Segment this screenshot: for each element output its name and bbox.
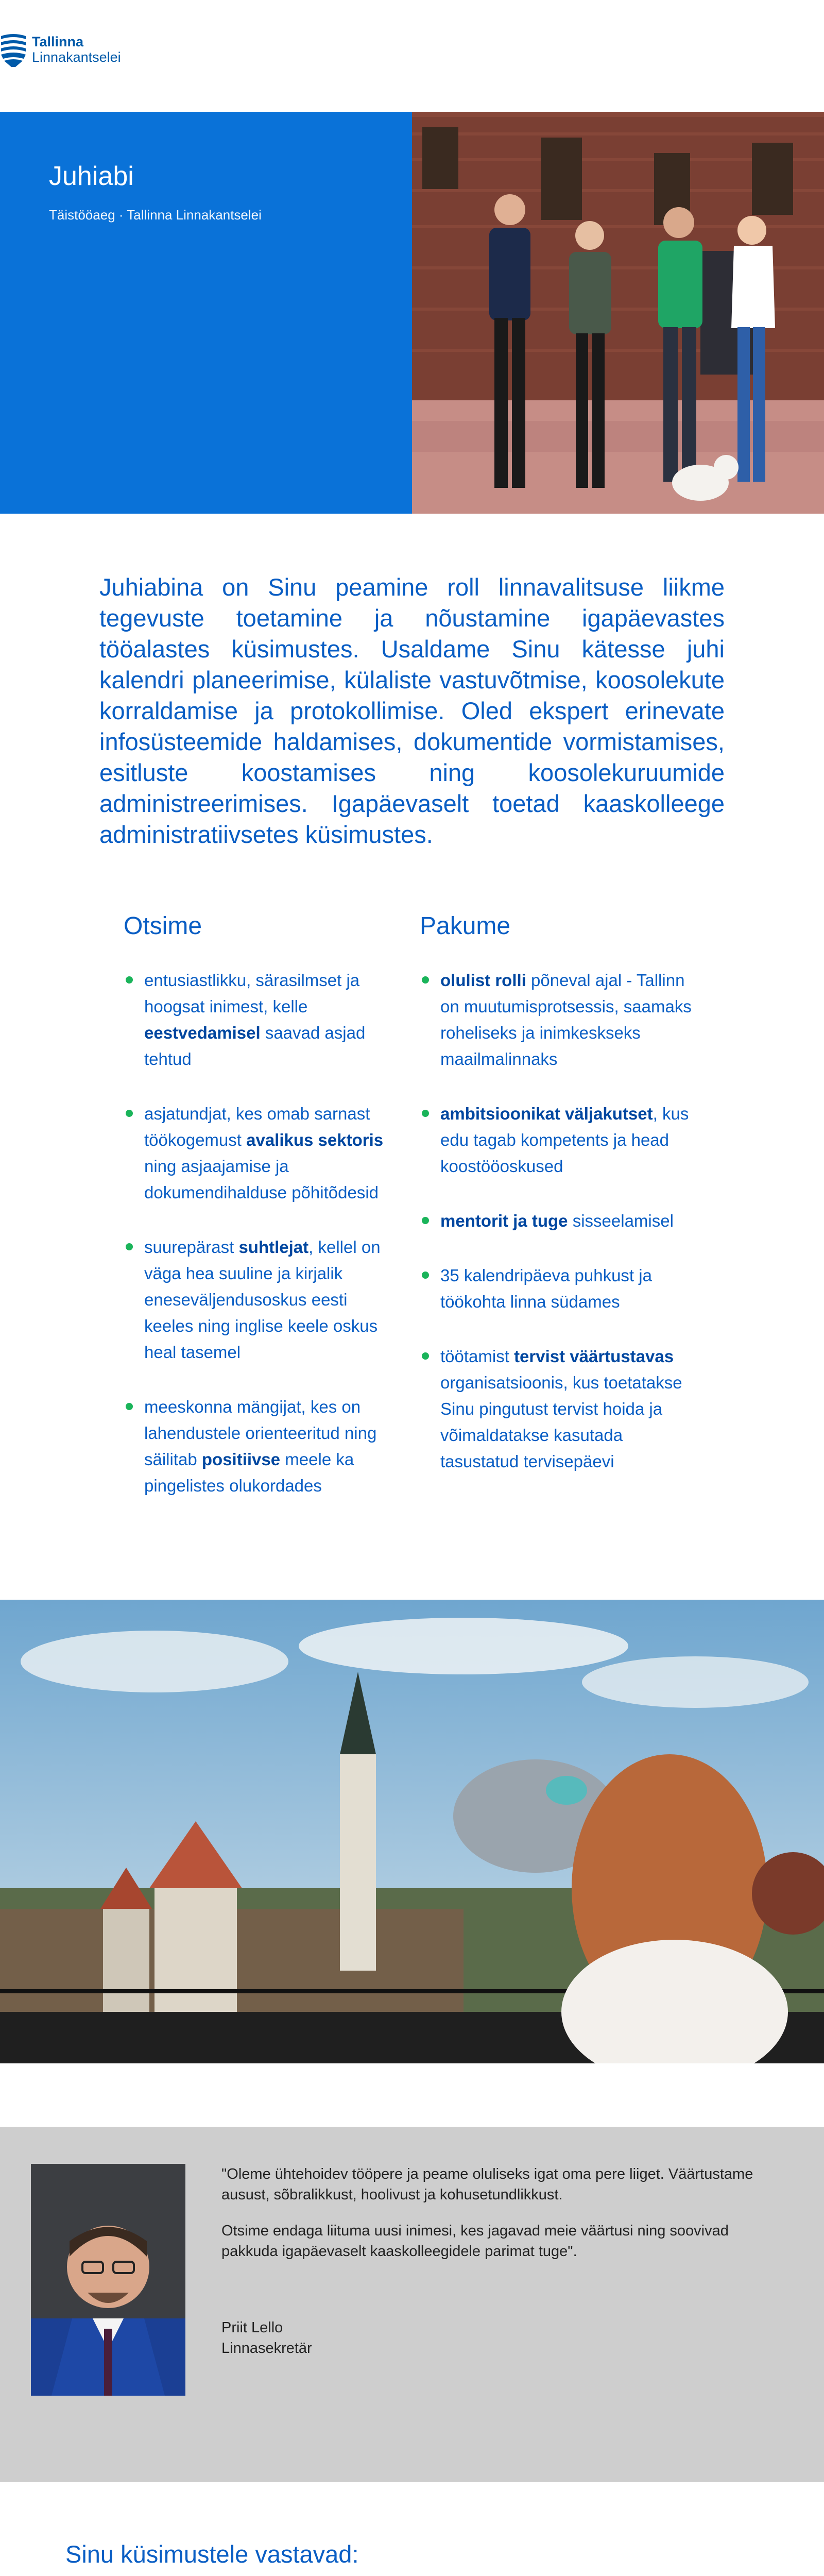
item-bold: eestvedamisel bbox=[144, 1023, 261, 1042]
item-bold: tervist väärtustavas bbox=[514, 1347, 674, 1366]
old-town-photo bbox=[0, 1600, 824, 2063]
item-text: suurepärast bbox=[144, 1238, 239, 1257]
portrait-illustration bbox=[31, 2164, 185, 2396]
item-text: põneval ajal - Tallinn on muutumisprotsessis, saamaks roheliseks ja inimkeskseks maailmalinnaks bbox=[440, 971, 692, 1069]
item-text: asjatundjat, kes omab sarnast töökogemust bbox=[144, 1104, 370, 1149]
list-item bbox=[108, 1394, 399, 1499]
old-town-illustration bbox=[0, 1600, 824, 2063]
header-logo[interactable] bbox=[0, 30, 121, 69]
item-bold: suhtlejat bbox=[238, 1238, 309, 1257]
author-title: Linnasekretär bbox=[221, 2340, 312, 2357]
list-item bbox=[404, 967, 695, 1072]
item-text: ning asjaajamise ja dokumendihalduse põhitõdesid bbox=[144, 1157, 379, 1202]
item-text: meele ka pingelistes olukordades bbox=[144, 1450, 354, 1495]
contacts-heading: Sinu küsimustele vastavad: bbox=[65, 2540, 359, 2568]
list-item bbox=[404, 1208, 695, 1234]
item-bold: avalikus sektoris bbox=[246, 1130, 384, 1149]
seeking-list bbox=[108, 967, 399, 1499]
list-item bbox=[108, 967, 399, 1072]
quote-paragraph-2: Otsime endaga liituma uusi inimesi, kes jagavad meie väärtusi ning soovivad pakkuda igapäevaselt kaaskolleegidele parimat tuge". bbox=[221, 2223, 729, 2260]
offer-list bbox=[404, 967, 695, 1475]
quote-section bbox=[0, 2127, 824, 2482]
team-photo bbox=[412, 112, 824, 514]
list-item bbox=[404, 1343, 695, 1475]
intro-paragraph: Juhiabina on Sinu peamine roll linnavalitsuse liikme tegevuste toetamine ja nõustamine igapäevastes tööalastes küsimustes. Usaldame Sinu kätesse juhi kalendri planeerimise, külaliste vastuvõtmise, koosolekute korraldamise ja protokollimise. Oled ekspert erinevate infosüsteemide haldamises, dokumentide vormistamises, esitluste koostamises ning koosolekuruumide administreerimises. Igapäevaselt toetad kaaskolleege administratiivsetes küsimustes. bbox=[99, 573, 725, 848]
author-portrait bbox=[31, 2164, 185, 2396]
item-text: meeskonna mängijat, kes on lahendustele orienteeritud ning säilitab bbox=[144, 1397, 377, 1469]
job-subtitle: Täistööaeg · Tallinna Linnakantselei bbox=[49, 207, 262, 223]
item-text: , kus edu tagab kompetents ja head koostööoskused bbox=[440, 1104, 689, 1176]
author-name: Priit Lello bbox=[221, 2319, 283, 2336]
offer-column bbox=[404, 912, 695, 1527]
item-text: organisatsioonis, kus toetatakse Sinu pingutust tervist hoida ja võimaldatakse kasutada tasustatud tervisepäevi bbox=[440, 1373, 682, 1471]
seeking-heading: Otsime bbox=[124, 912, 202, 940]
quote-author bbox=[221, 2317, 312, 2359]
item-bold: positiivse bbox=[201, 1450, 281, 1469]
hero-section bbox=[0, 112, 824, 514]
job-title: Juhiabi bbox=[49, 161, 134, 191]
item-text: entusiastlikku, särasilmset ja hoogsat inimest, kelle bbox=[144, 971, 360, 1016]
list-item bbox=[404, 1100, 695, 1179]
item-text: töötamist bbox=[440, 1347, 514, 1366]
logo-line-1: Tallinna bbox=[32, 34, 84, 49]
logo-line-2: Linnakantselei bbox=[32, 49, 121, 65]
offer-heading: Pakume bbox=[420, 912, 511, 940]
list-item bbox=[108, 1100, 399, 1206]
quote-paragraph-1: "Oleme ühtehoidev tööpere ja peame oluliseks igat oma pere liiget. Väärtustame ausust, sõbralikkust, hoolivust ja kohusetundlikkust. bbox=[221, 2166, 753, 2203]
list-item bbox=[108, 1234, 399, 1365]
item-bold: olulist rolli bbox=[440, 971, 526, 990]
item-text: sisseelamisel bbox=[568, 1211, 674, 1230]
item-bold: mentorit ja tuge bbox=[440, 1211, 568, 1230]
tallinn-crest-icon bbox=[0, 30, 27, 69]
seeking-column bbox=[108, 912, 399, 1527]
logo-text bbox=[32, 34, 121, 65]
requirements-offer-columns bbox=[108, 912, 726, 1527]
item-text: saavad asjad tehtud bbox=[144, 1023, 366, 1069]
item-text: 35 kalendripäeva puhkust ja töökohta linna südames bbox=[440, 1266, 652, 1311]
quote-text bbox=[221, 2164, 788, 2277]
contacts-section bbox=[65, 2540, 359, 2576]
list-item bbox=[404, 1262, 695, 1315]
team-photo-illustration bbox=[412, 112, 824, 514]
item-text: , kellel on väga hea suuline ja kirjalik eneseväljendusoskus eesti keeles ning inglise keele oskus heal tasemel bbox=[144, 1238, 381, 1362]
hero-text-panel bbox=[0, 112, 412, 514]
item-bold: ambitsioonikat väljakutset bbox=[440, 1104, 653, 1123]
